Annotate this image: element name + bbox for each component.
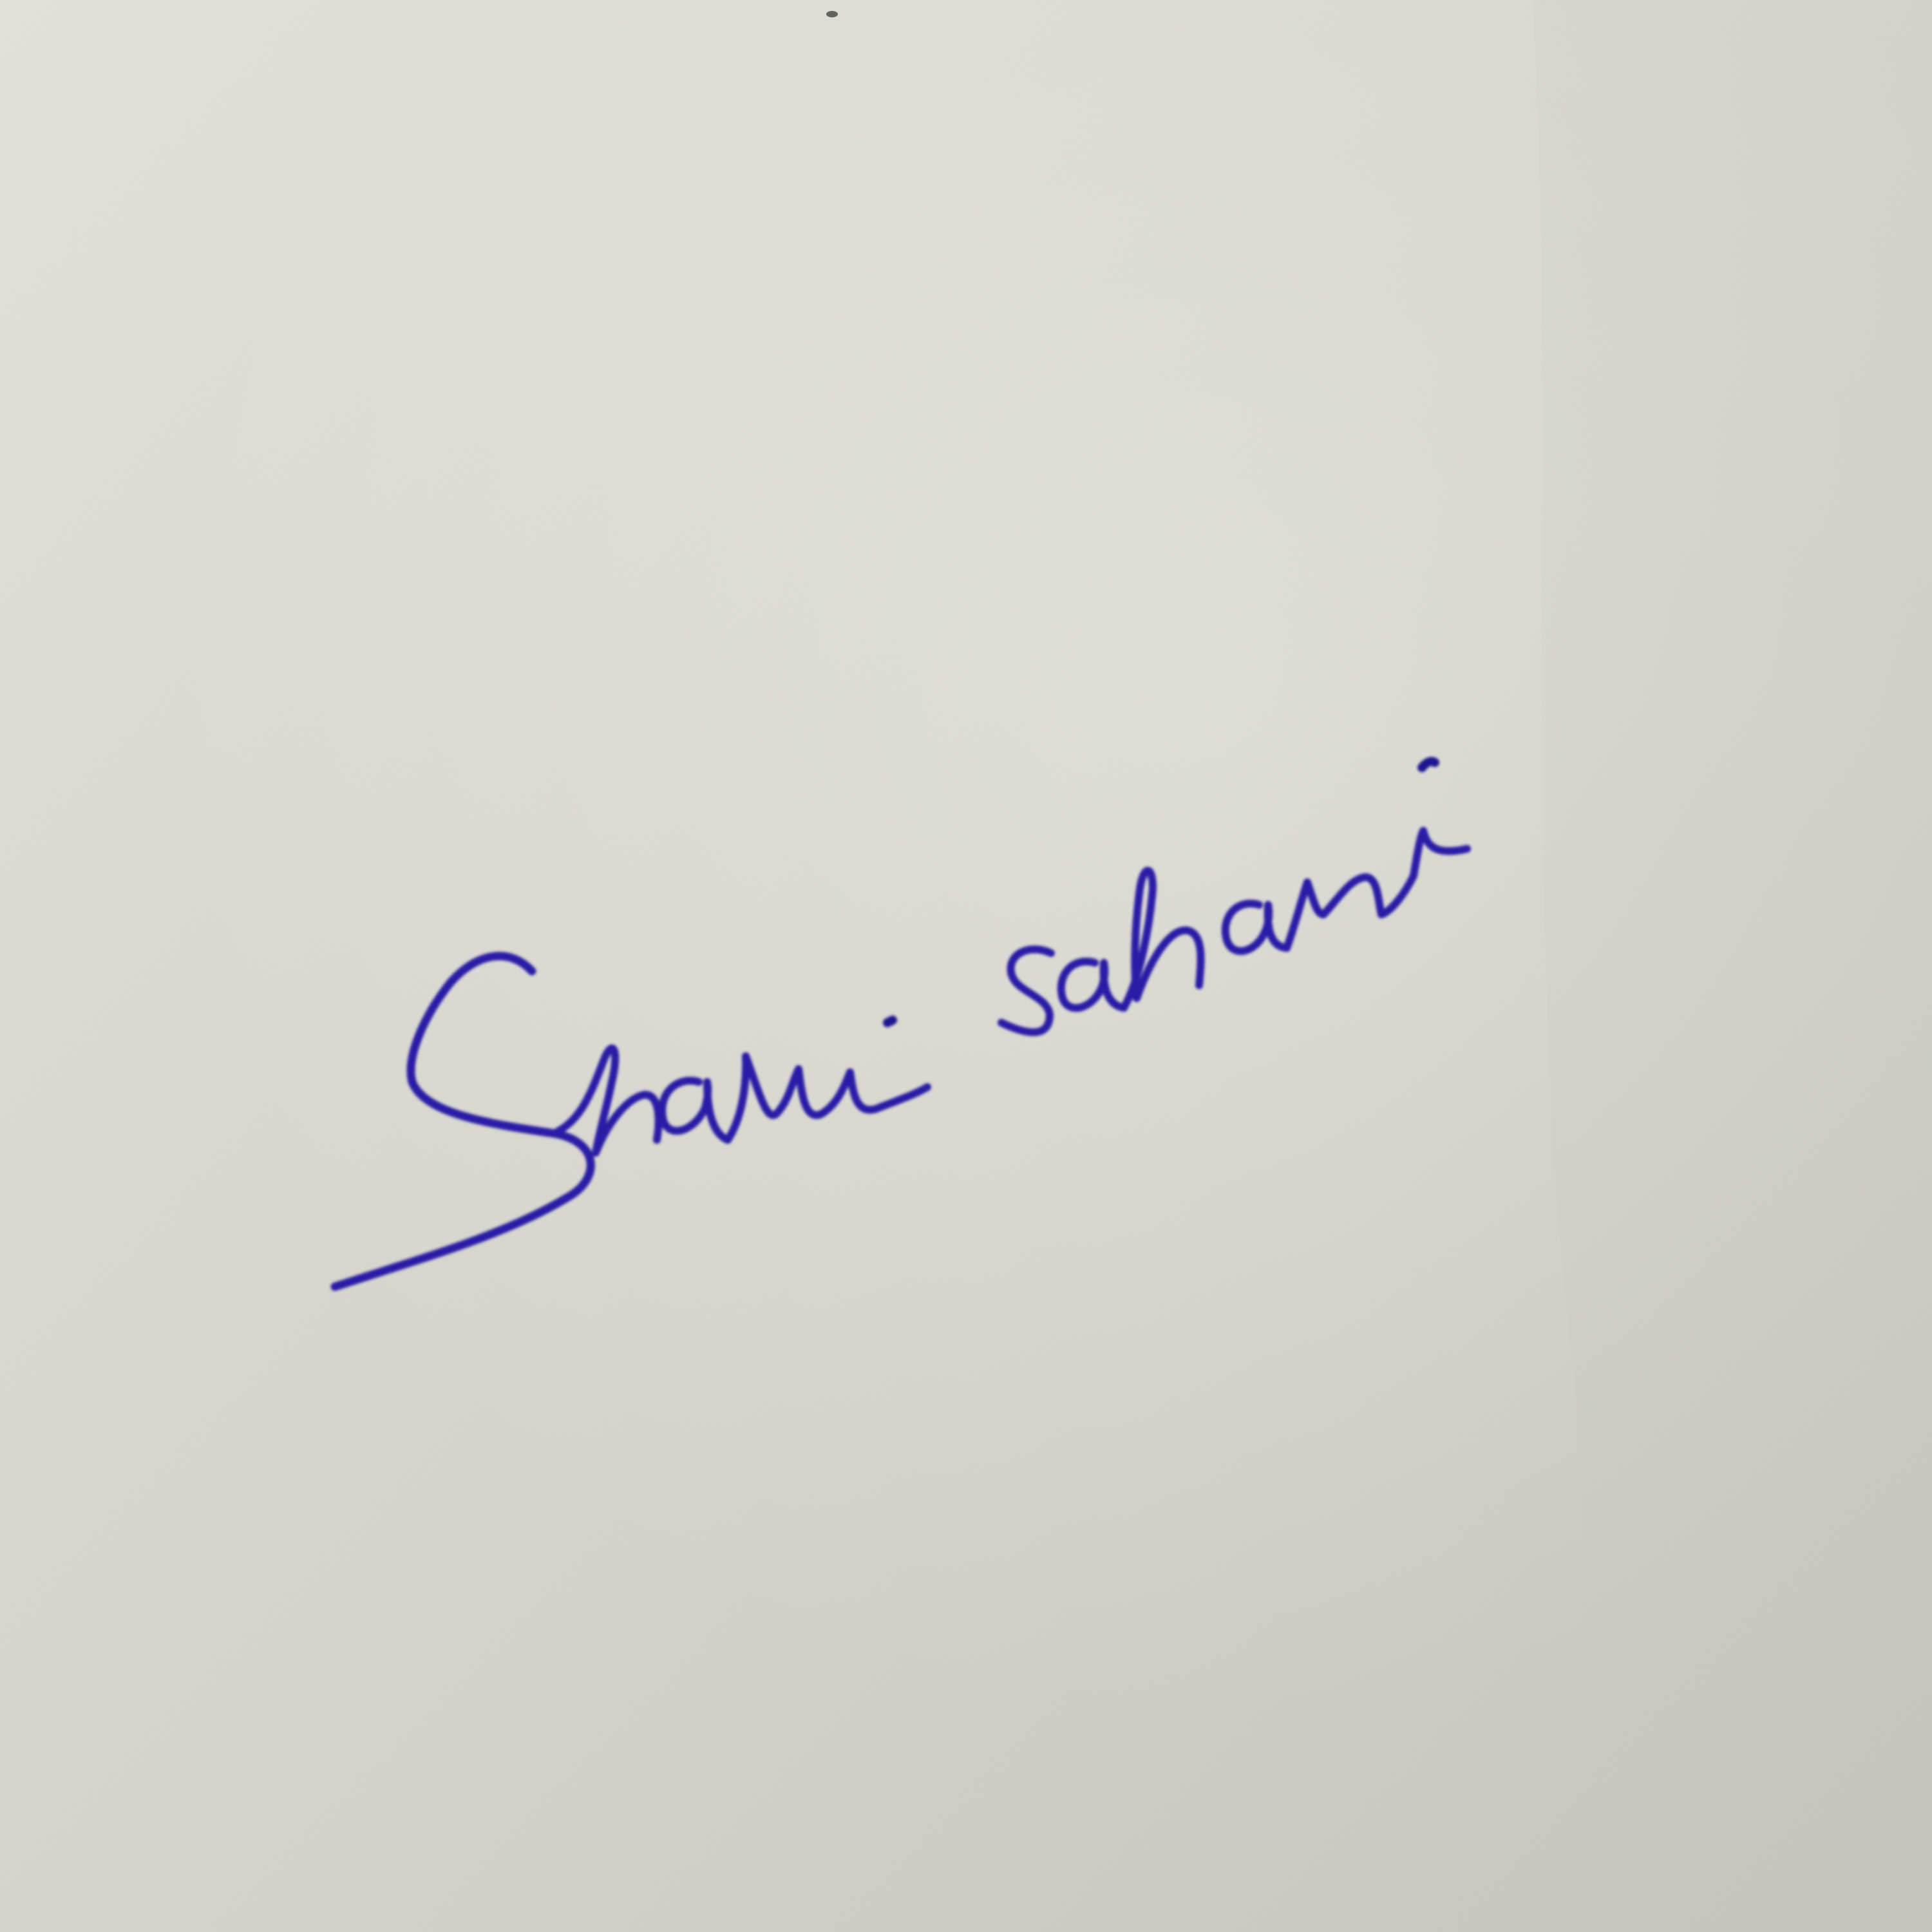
paper-fold-shadow <box>1533 0 1932 1932</box>
paper-speck <box>826 11 838 17</box>
signature-i-dot-1 <box>887 1020 893 1023</box>
